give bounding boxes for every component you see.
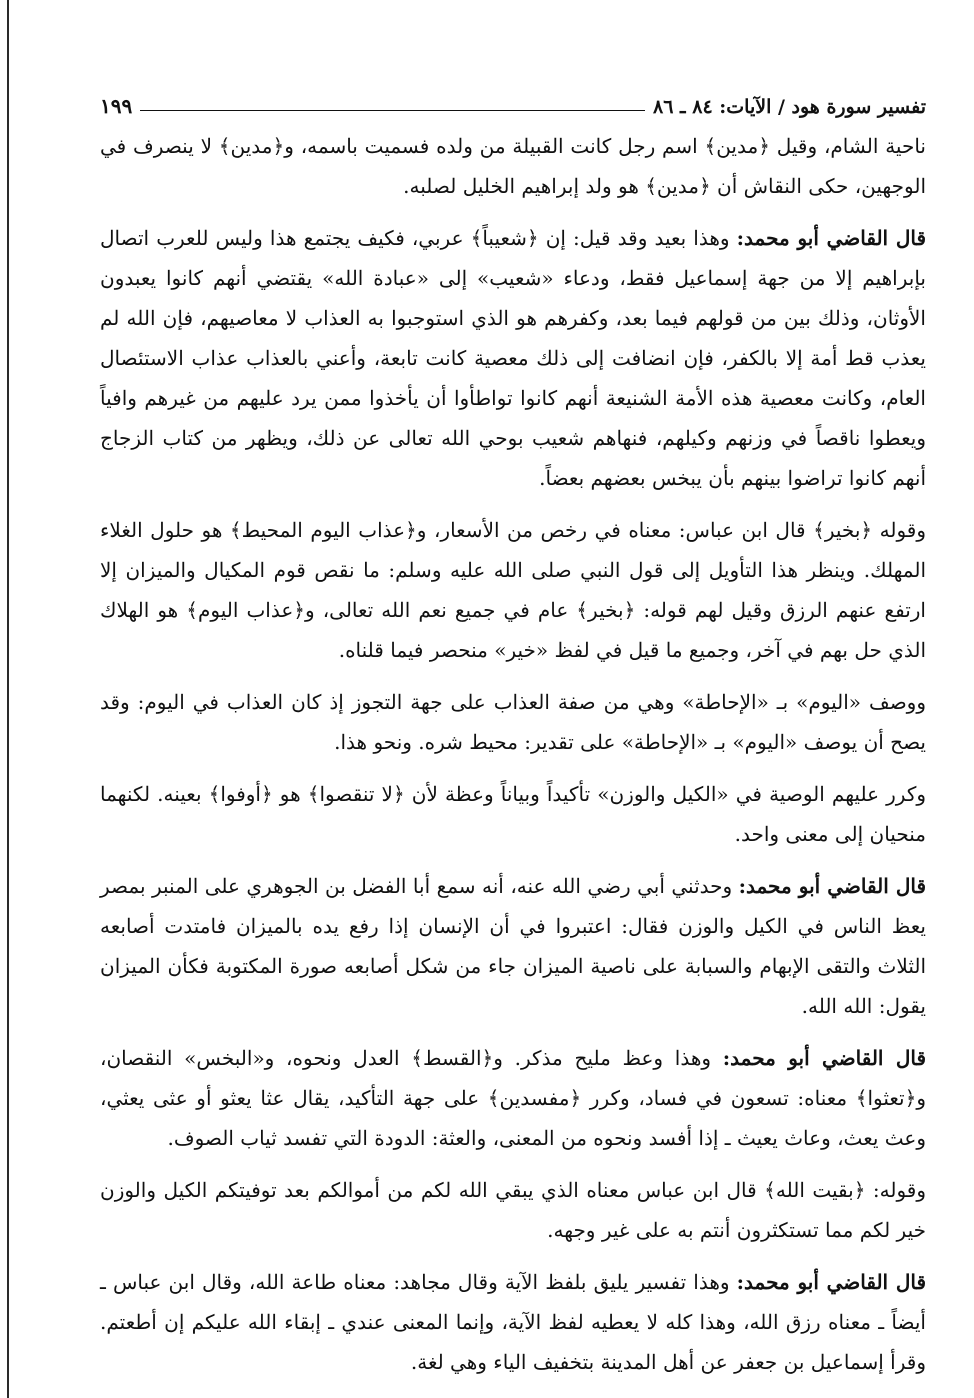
paragraph-text: وهذا تفسير يليق بلفظ الآية وقال مجاهد: معناه طاعة الله، وقال ابن عباس ـ أيضاً ـ معناه رزق الله، وهذا كله لا يعطيه لفظ الآية، وإنما المعنى عندي ـ إبقاء الله عليكم إن أطعتم. وقرأ إسماعيل بن جعفر عن أهل المدينة بتخفيف الياء وهي لغة. [100, 1270, 926, 1374]
paragraph-text: وهذا وعظ مليح مذكر. و﴿القسط﴾ العدل ونحوه، و«البخس» النقصان، و﴿تعثوا﴾ معناه: تسعون في فساد، وكرر ﴿مفسدين﴾ على جهة التأكيد، يقال عثا يعثو أو عثى يعثي، وعث يعث، وعاث يعيث ـ إذا أفسد ونحوه من المعنى، والعثة: الدودة التي تفسد ثياب الصوف. [100, 1046, 926, 1150]
paragraph-1 [100, 126, 926, 206]
paragraph-text: ووصف «اليوم» بـ «الإحاطة» وهي من صفة العذاب على جهة التجوز إذ كان العذاب في اليوم: وقد يصح أن يوصف «اليوم» بـ «الإحاطة» على تقدير: محيط شره. ونحو هذا. [100, 690, 926, 754]
paragraph-5 [100, 774, 926, 854]
paragraph-text: وحدثني أبي رضي الله عنه، أنه سمع أبا الفضل بن الجوهري على المنبر بمصر يعظ الناس في الكيل والوزن فقال: اعتبروا في أن الإنسان إذا رفع يده بالميزان فامتدت أصابعه الثلاث والتقى الإبهام والسبابة على ناصية الميزان جاء من شكل أصابعه صورة المكتوبة فكأن الميزان يقول: الله الله. [100, 874, 926, 1018]
header-title: تفسير سورة هود / الآيات: ٨٤ ـ ٨٦ [653, 96, 926, 118]
paragraph-2 [100, 218, 926, 498]
paragraph-6 [100, 866, 926, 1026]
paragraph-text: وهذا بعيد وقد قيل: إن ﴿شعيباً﴾ عربي، فكيف يجتمع هذا وليس للعرب اتصال بإبراهيم إلا من جهة إسماعيل فقط، ودعاء «شعيب» إلى «عبادة الله» يقتضي أنهم كانوا يعبدون الأوثان، وذلك بين من قولهم فيما بعد، وكفرهم هو الذي استوجبوا به العذاب لا معاصيهم، فإن الله لم يعذب قط أمة إلا بالكفر، فإن انضافت إلى ذلك معصية كانت تابعة، وأعني بالعذاب عذاب الاستئصال العام، وكانت معصية هذه الأمة الشنيعة أنهم كانوا تواطأوا أن يأخذوا ممن يرد عليهم من غيرهم وافياً ويعطوا ناقصاً في وزنهم وكيلهم، فنهاهم شعيب بوحي الله تعالى عن ذلك، ويظهر من كتاب الزجاج أنهم كانوا تراضوا بينهم بأن يبخس بعضهم بعضاً. [100, 226, 926, 490]
scan-edge [7, 0, 9, 1398]
speaker-label: قال القاضي أبو محمد: [722, 1046, 927, 1070]
running-header [100, 82, 926, 118]
paragraph-8 [100, 1170, 926, 1250]
paragraph-text: وكرر عليهم الوصية في «الكيل والوزن» تأكيداً وبياناً وعظة لأن ﴿لا تنقصوا﴾ هو ﴿أوفوا﴾ بعينه. لكنهما منحيان إلى معنى واحد. [100, 782, 926, 846]
speaker-label: قال القاضي أبو محمد: [736, 226, 927, 250]
paragraph-text: وقوله ﴿بخير﴾ قال ابن عباس: معناه في رخص من الأسعار، و﴿عذاب اليوم المحيط﴾ هو حلول الغلاء المهلك. وينظر هذا التأويل إلى قول النبي صلى الله عليه وسلم: ما نقص قوم المكيال والميزان إلا ارتفع عنهم الرزق وقيل لهم قوله: ﴿بخير﴾ عام في جميع نعم الله تعالى، و﴿عذاب اليوم﴾ هو الهلاك الذي حل بهم في آخر، وجميع ما قيل في لفظ «خير» منحصر فيما قلناه. [100, 518, 927, 662]
header-rule [140, 110, 645, 111]
paragraph-3 [100, 510, 926, 670]
paragraph-text: ناحية الشام، وقيل ﴿مدين﴾ اسم رجل كانت القبيلة من ولده فسميت باسمه، و﴿مدين﴾ لا ينصرف في الوجهين، حكى النقاش أن ﴿مدين﴾ هو ولد إبراهيم الخليل لصلبه. [100, 134, 926, 198]
paragraph-text: وقوله: ﴿بقيت الله﴾ قال ابن عباس معناه الذي يبقي الله لكم من أموالكم بعد توفيتكم الكيل والوزن خير لكم مما تستكثرون أنتم به على غير وجهه. [100, 1178, 926, 1242]
paragraph-4 [100, 682, 926, 762]
speaker-label: قال القاضي أبو محمد: [736, 1270, 927, 1294]
book-page [100, 82, 926, 1394]
paragraph-7 [100, 1038, 926, 1158]
paragraph-9 [100, 1262, 926, 1382]
speaker-label: قال القاضي أبو محمد: [738, 874, 926, 898]
page-number: ١٩٩ [100, 94, 133, 118]
